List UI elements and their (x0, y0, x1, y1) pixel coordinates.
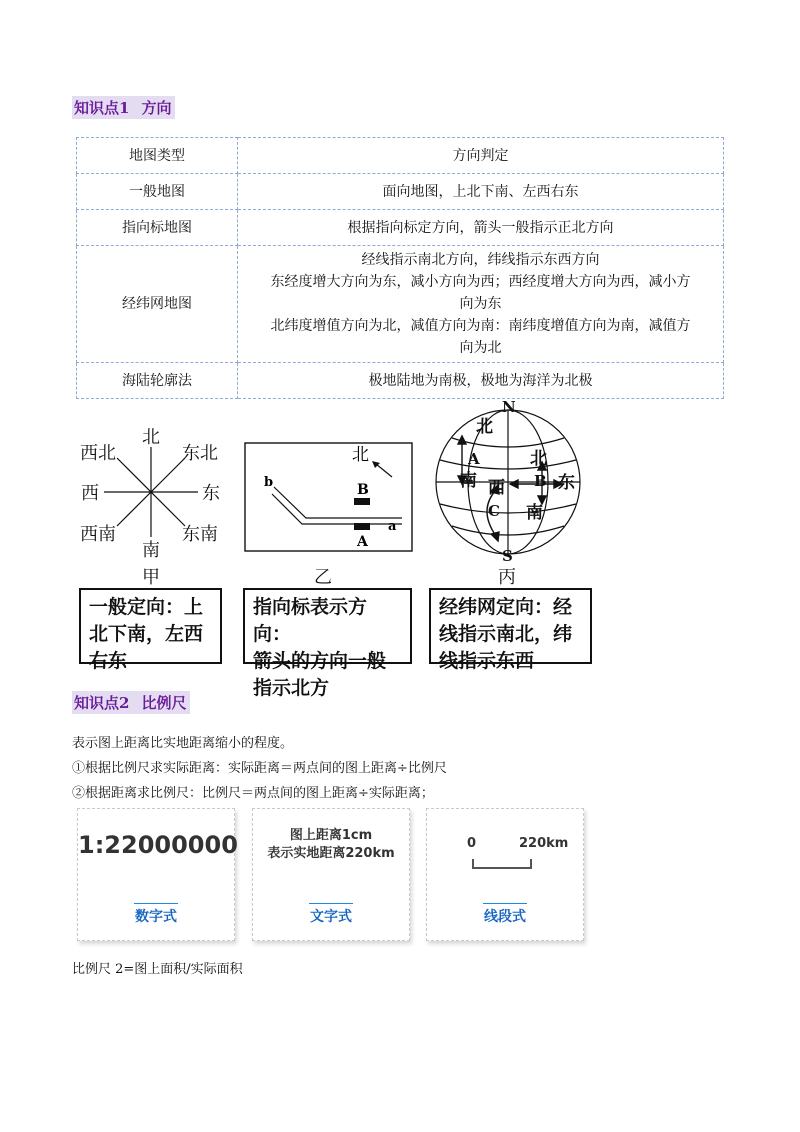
figure-caption-jia: 甲 (142, 567, 160, 588)
table-header-cell: 地图类型 (77, 138, 238, 174)
explanation-box-jia (79, 588, 222, 672)
globe-label-south-a: 南 (460, 471, 477, 491)
map-frame (245, 443, 412, 551)
rule-line: 向为北 (459, 340, 502, 356)
table-cell-type: 经纬网地图 (77, 246, 238, 363)
marker-b (354, 498, 370, 505)
table-row (77, 363, 724, 399)
explanation-box-yi (243, 588, 412, 699)
card-underline (483, 903, 527, 904)
box-line: 一般定向：上 (89, 596, 204, 618)
pointer-map-figure (244, 442, 414, 554)
numeric-scale-value: 1:22000000 (78, 831, 238, 859)
rule-line: 东经度增大方向为东，减小方向为西；西经度增大方向为西，减小方 (270, 274, 691, 290)
globe-label-c: C (488, 502, 500, 520)
building-a-label: A (357, 534, 368, 550)
compass-label-north: 北 (142, 427, 160, 448)
section-title: 方向 (141, 99, 172, 117)
north-label: 北 (352, 445, 369, 465)
box-line: 线指示东西 (439, 650, 535, 672)
paragraph: ②根据距离求比例尺：比例尺＝两点间的图上距离÷实际距离； (72, 786, 434, 801)
table-cell-type: 海陆轮廓法 (77, 363, 238, 399)
table-header-row (77, 138, 724, 174)
arrow-down-icon (491, 532, 499, 541)
card-underline (309, 903, 353, 904)
compass-label-south: 南 (142, 540, 160, 561)
table-row (77, 246, 724, 363)
paragraph: ①根据比例尺求实际距离：实际距离＝两点间的图上距离÷比例尺 (72, 761, 447, 776)
card-label: 线段式 (484, 909, 526, 925)
table-header-cell: 方向判定 (238, 138, 724, 174)
compass-label-southwest: 西南 (80, 524, 116, 545)
table-cell-rule: 极地陆地为南极，极地为海洋为北极 (238, 363, 724, 399)
line-scale-end: 220km (519, 836, 569, 851)
section-number: 知识点1 (74, 99, 130, 117)
box-line: 指示北方 (253, 677, 330, 699)
rule-line: 北纬度增值方向为北，减值方向为南：南纬度增值方向为南，减值方 (270, 318, 691, 334)
south-pole-label: S (502, 547, 513, 565)
compass-label-northwest: 西北 (80, 443, 116, 464)
rule-line: 向为东 (459, 296, 502, 312)
scale-card-numeric (77, 808, 238, 941)
globe-label-east-b: 东 (558, 473, 575, 493)
arrow-left-icon (510, 480, 518, 488)
paragraph: 表示图上距离比实地距离缩小的程度。 (72, 736, 294, 751)
figure-caption-yi: 乙 (314, 567, 332, 588)
box-line: 指向标表示方向： (253, 596, 368, 645)
table-cell-rule (238, 246, 724, 363)
scale-bar-icon (471, 857, 535, 871)
direction-table (76, 137, 724, 399)
section-number: 知识点2 (74, 694, 130, 712)
globe-label-south-b: 南 (526, 503, 543, 523)
line-scale-start: 0 (467, 836, 477, 851)
table-cell-rule: 面向地图，上北下南、左西右东 (238, 174, 724, 210)
table-cell-rule: 根据指向标定方向，箭头一般指示正北方向 (238, 210, 724, 246)
globe-label-a: A (468, 450, 480, 468)
graticule-globe-figure (430, 398, 590, 570)
compass-label-southeast: 东南 (182, 524, 218, 545)
text-scale-line: 表示实地距离220km (267, 846, 395, 861)
point-b-label: b (264, 475, 274, 490)
text-scale-value (253, 827, 409, 863)
building-b-label: B (357, 482, 369, 498)
text-scale-line: 图上距离1cm (289, 828, 373, 843)
point-a-label: a (388, 519, 397, 534)
globe-label-west-b: 西 (488, 478, 505, 498)
section-heading-direction (72, 96, 175, 119)
explanation-box-bing (429, 588, 592, 672)
section-title: 比例尺 (141, 694, 187, 712)
globe-label-north-a: 北 (476, 417, 493, 437)
table-row (77, 210, 724, 246)
box-line: 线指示南北，纬 (439, 623, 573, 645)
footer-note: 比例尺 2=图上面积/实际面积 (72, 962, 243, 977)
figure-caption-bing: 丙 (498, 567, 516, 588)
box-line: 右东 (89, 650, 128, 672)
rule-line: 经线指示南北方向，纬线指示东西方向 (361, 252, 600, 268)
section-heading-scale (72, 691, 190, 714)
box-line: 北下南，左西 (89, 623, 204, 645)
card-underline (134, 903, 178, 904)
compass-label-east: 东 (202, 483, 220, 504)
scale-card-line (426, 808, 584, 941)
table-cell-type: 指向标地图 (77, 210, 238, 246)
globe-label-b: B (534, 472, 547, 490)
compass-label-northeast: 东北 (182, 443, 218, 464)
north-pole-label: N (502, 398, 516, 416)
card-label: 数字式 (135, 909, 177, 925)
table-row (77, 174, 724, 210)
globe-label-north-b: 北 (530, 449, 547, 469)
box-line: 经纬网定向：经 (439, 596, 573, 618)
marker-a (354, 523, 370, 530)
box-line: 箭头的方向一般 (253, 650, 387, 672)
scale-card-text (252, 808, 410, 941)
table-cell-type: 一般地图 (77, 174, 238, 210)
compass-label-west: 西 (81, 483, 99, 504)
card-label: 文字式 (310, 909, 352, 925)
